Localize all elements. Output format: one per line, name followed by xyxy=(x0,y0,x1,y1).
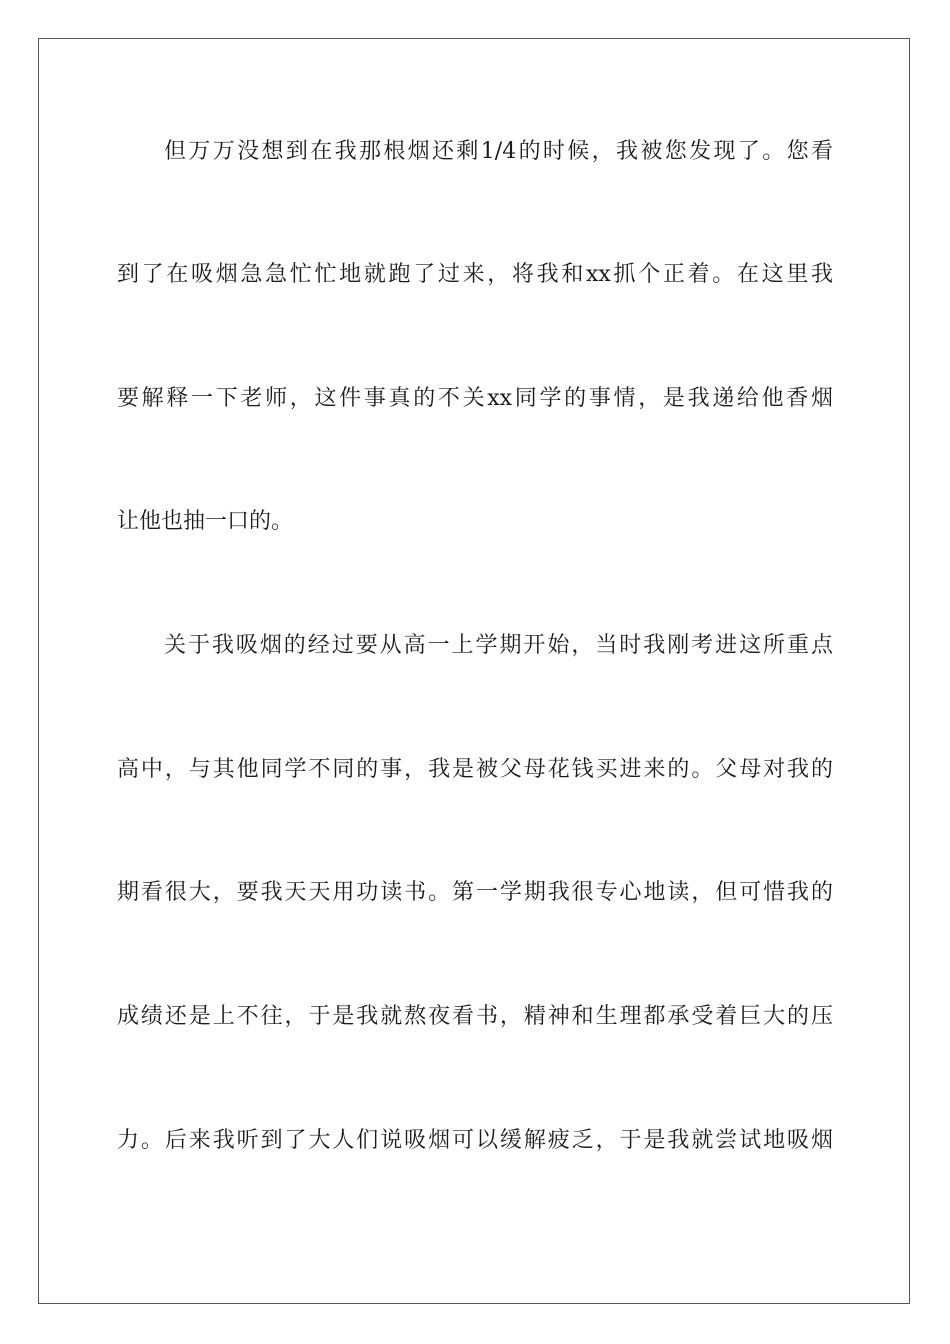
paragraph-2-line-4: 成绩还是上不往，于是我就熬夜看书，精神和生理都承受着巨大的压 xyxy=(117,1004,833,1029)
paragraph-1-line-1: 但万万没想到在我那根烟还剩1/4的时候，我被您发现了。您看 xyxy=(164,139,833,164)
page-border xyxy=(38,38,910,1304)
paragraph-2-line-5: 力。后来我听到了大人们说吸烟可以缓解疲乏，于是我就尝试地吸烟 xyxy=(117,1128,833,1153)
paragraph-2-line-2: 高中，与其他同学不同的事，我是被父母花钱买进来的。父母对我的 xyxy=(117,757,833,782)
paragraph-2-line-3: 期看很大，要我天天用功读书。第一学期我很专心地读，但可惜我的 xyxy=(117,880,833,905)
paragraph-1-line-2: 到了在吸烟急急忙忙地就跑了过来，将我和xx抓个正着。在这里我 xyxy=(117,262,833,287)
paragraph-1-line-4: 让他也抽一口的。 xyxy=(117,509,294,534)
paragraph-1-line-3: 要解释一下老师，这件事真的不关xx同学的事情，是我递给他香烟 xyxy=(117,386,833,411)
paragraph-2-line-1: 关于我吸烟的经过要从高一上学期开始，当时我刚考进这所重点 xyxy=(164,633,833,658)
